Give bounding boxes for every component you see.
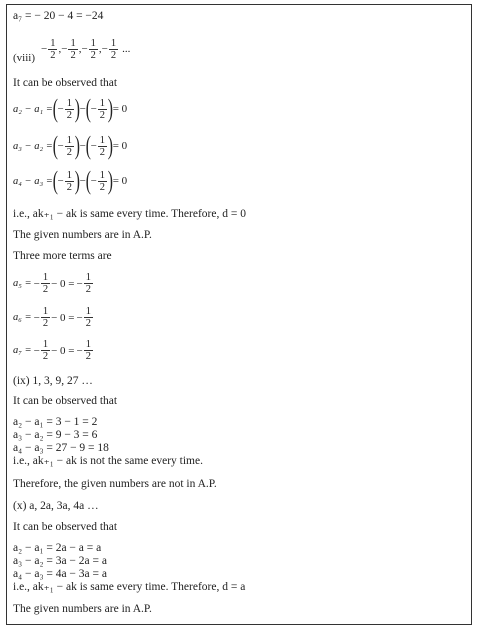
observed-text-3: It can be observed that bbox=[13, 521, 118, 533]
sign: − bbox=[101, 43, 108, 55]
term-a7: a₇ = − $\frac{1}{2}$ − 0 = − $\frac{1}{2}$ bbox=[13, 339, 91, 362]
eq-result: = 0 bbox=[112, 175, 128, 187]
eq-lhs: a₄ − a₃ = bbox=[13, 175, 53, 187]
comma: , bbox=[98, 43, 102, 55]
x-ie-text: i.e., ak₊₁ − ak is same every time. Therefore, d = a bbox=[13, 581, 246, 593]
given-ap-text-1: The given numbers are in A.P. bbox=[13, 229, 152, 241]
fraction: $\frac{1}{2}$ bbox=[50, 37, 56, 61]
observed-text-2: It can be observed that bbox=[13, 395, 118, 407]
x-diff-2: a₃ − a₂ = 3a − 2a = a bbox=[13, 555, 107, 567]
equation-a2-a1: a₂ − a₁ = ( − $\frac{1}{2}$ ) − ( − $\frac{1}{2}$ ) = 0 bbox=[13, 94, 128, 123]
comma: , bbox=[78, 43, 82, 55]
observed-text-1: It can be observed that bbox=[13, 77, 118, 89]
x-diff-1: a₂ − a₁ = 2a − a = a bbox=[13, 542, 102, 554]
ix-diff-1: a₂ − a₁ = 3 − 1 = 2 bbox=[13, 416, 98, 428]
term-a6: a₆ = − $\frac{1}{2}$ − 0 = − $\frac{1}{2}$ bbox=[13, 306, 91, 329]
equation-a4-a3: a₄ − a₃ = ( − $\frac{1}{2}$ ) − ( − $\frac{1}{2}$ ) = 0 bbox=[13, 166, 128, 195]
ellipsis: ... bbox=[122, 43, 131, 55]
comma: , bbox=[58, 43, 62, 55]
eq-lhs: a₂ − a₁ = bbox=[13, 103, 53, 115]
term-lhs: a₅ = bbox=[13, 278, 32, 289]
ie-text-1: i.e., ak₊₁ − ak is same every time. Therefore, d = 0 bbox=[13, 208, 246, 220]
eq-result: = 0 bbox=[112, 140, 128, 152]
term-lhs: a₇ = bbox=[13, 345, 32, 356]
fraction: $\frac{1}{2}$ bbox=[70, 37, 76, 61]
sign: − bbox=[61, 43, 68, 55]
a7-previous-line: a₇ = − 20 − 4 = −24 bbox=[13, 10, 104, 22]
x-label: (x) a, 2a, 3a, 4a … bbox=[13, 500, 99, 512]
x-diff-3: a₄ − a₃ = 4a − 3a = a bbox=[13, 568, 107, 580]
equation-a3-a2: a₃ − a₂ = ( − $\frac{1}{2}$ ) − ( − $\frac{1}{2}$ ) = 0 bbox=[13, 131, 128, 160]
ix-conclusion: Therefore, the given numbers are not in A.P. bbox=[13, 478, 217, 490]
eq-lhs: a₃ − a₂ = bbox=[13, 140, 53, 152]
viii-label: (viii) bbox=[13, 52, 35, 64]
sign: − bbox=[41, 43, 48, 55]
fraction: $\frac{1}{2}$ bbox=[90, 37, 96, 61]
eq-result: = 0 bbox=[112, 103, 128, 115]
ix-ie-text: i.e., ak₊₁ − ak is not the same every time. bbox=[13, 455, 203, 467]
viii-sequence bbox=[13, 34, 130, 64]
sign: − bbox=[81, 43, 88, 55]
ix-diff-3: a₄ − a₃ = 27 − 9 = 18 bbox=[13, 442, 109, 454]
ix-label: (ix) 1, 3, 9, 27 … bbox=[13, 375, 93, 387]
given-ap-text-2: The given numbers are in A.P. bbox=[13, 603, 152, 615]
term-a5: a₅ = − $\frac{1}{2}$ − 0 = − $\frac{1}{2}$ bbox=[13, 272, 91, 295]
term-lhs: a₆ = bbox=[13, 312, 32, 323]
three-more-text: Three more terms are bbox=[13, 250, 112, 262]
ix-diff-2: a₃ − a₂ = 9 − 3 = 6 bbox=[13, 429, 98, 441]
fraction: $\frac{1}{2}$ bbox=[110, 37, 117, 61]
